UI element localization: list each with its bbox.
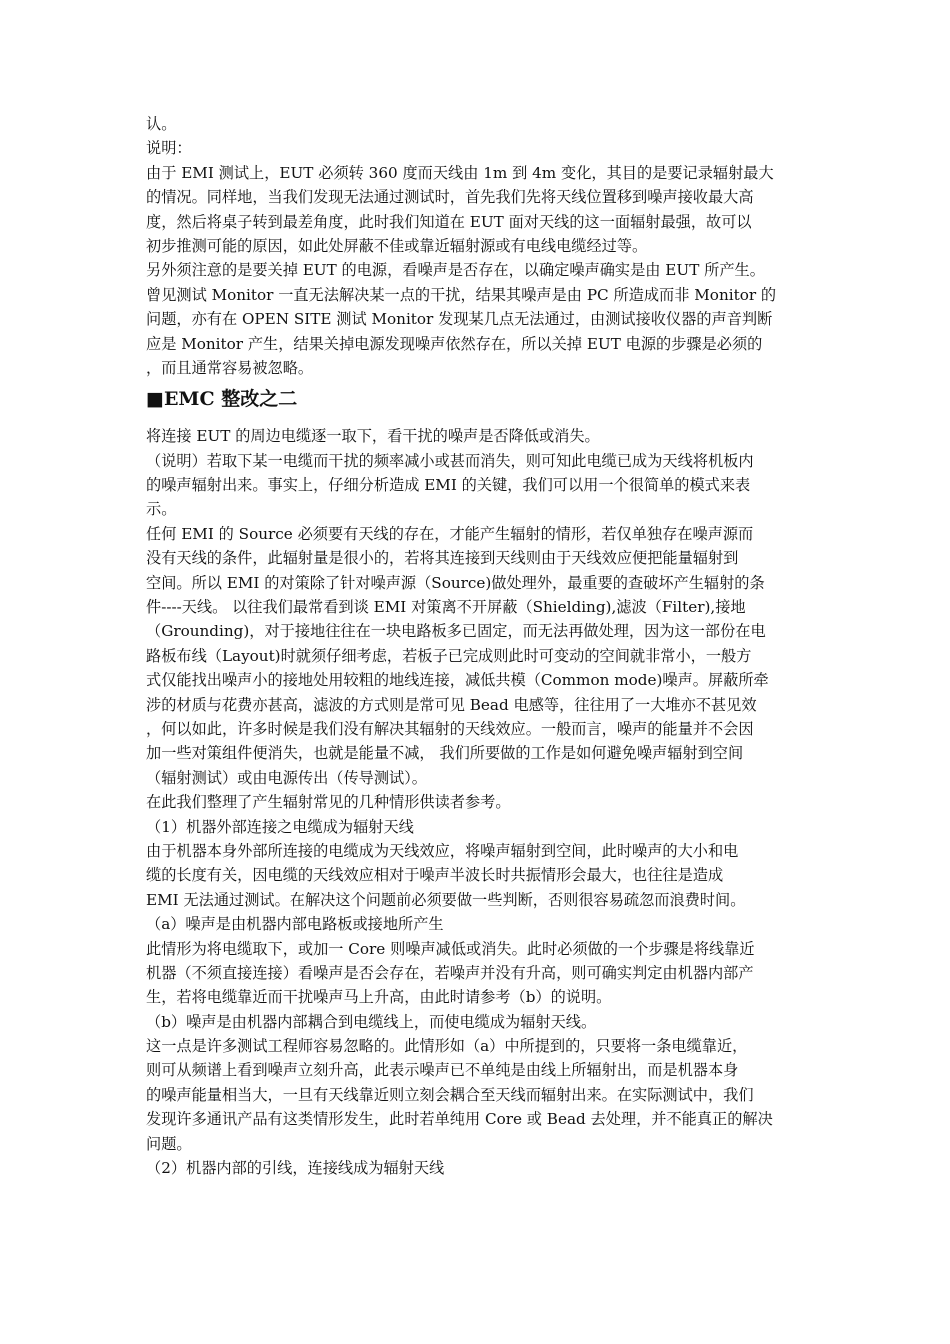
section-heading: ■EMC 整改之二 xyxy=(146,388,298,411)
text-line: 问题。 xyxy=(146,1134,192,1153)
text-line: 没有天线的条件，此辐射量是很小的，若将其连接到天线则由于天线效应便把能量辐射到 xyxy=(146,549,739,568)
text-line: 说明： xyxy=(146,139,192,158)
text-line: 加一些对策组件便消失，也就是能量不减， 我们所要做的工作是如何避免噪声辐射到空间 xyxy=(146,744,744,763)
text-line: 由于 EMI 测试上，EUT 必须转 360 度而天线由 1m 到 4m 变化，其目的是要记录辐射最大 xyxy=(146,163,774,182)
text-line: 将连接 EUT 的周边电缆逐一取下，看干扰的噪声是否降低或消失。 xyxy=(146,427,600,446)
text-line: 涉的材质与花费亦甚高，滤波的方式则是常可见 Bead 电感等，往往用了一大堆亦不甚见效 xyxy=(146,695,757,714)
text-line: EMI 无法通过测试。在解决这个问题前必须要做一些判断，否则很容易疏忽而浪费时间。 xyxy=(146,890,746,909)
text-line: 件----天线。 以往我们最常看到谈 EMI 对策离不开屏蔽（Shielding),滤波（Filter),接地 xyxy=(146,598,746,617)
text-line: 的噪声辐射出来。事实上，仔细分析造成 EMI 的关键，我们可以用一个很简单的模式来表 xyxy=(146,476,751,495)
text-line: 示。 xyxy=(146,500,177,519)
text-line: 曾见测试 Monitor 一直无法解决某一点的干扰，结果其噪声是由 PC 所造成而非 Monitor 的 xyxy=(146,285,777,304)
text-line: （1）机器外部连接之电缆成为辐射天线 xyxy=(146,817,414,836)
section-bottom-text xyxy=(146,424,808,1180)
text-line: 另外须注意的是要关掉 EUT 的电源，看噪声是否存在，以确定噪声确实是由 EUT 所产生。 xyxy=(146,261,765,280)
text-line: （2）机器内部的引线，连接线成为辐射天线 xyxy=(146,1159,445,1178)
text-line: （辐射测试）或由电源传出（传导测试）。 xyxy=(146,768,427,787)
text-line: 这一点是许多测试工程师容易忽略的。此情形如（a）中所提到的，只要将一条电缆靠近， xyxy=(146,1037,748,1056)
text-line: 发现许多通讯产品有这类情形发生，此时若单纯用 Core 或 Bead 去处理，并不能真正的解决 xyxy=(146,1110,773,1129)
text-line: ，何以如此，许多时候是我们没有解决其辐射的天线效应。一般而言，噪声的能量并不会因 xyxy=(146,719,754,738)
text-line: ，而且通常容易被忽略。 xyxy=(146,358,314,377)
text-line: 问题，亦有在 OPEN SITE 测试 Monitor 发现某几点无法通过，由测试接收仪器的声音判断 xyxy=(146,310,773,329)
text-line: 在此我们整理了产生辐射常见的几种情形供读者参考。 xyxy=(146,793,511,812)
text-line: （a）噪声是由机器内部电路板或接地所产生 xyxy=(146,915,444,934)
document-page xyxy=(146,112,808,1180)
text-line: 缆的长度有关，因电缆的天线效应相对于噪声半波长时共振情形会最大，也往往是造成 xyxy=(146,866,724,885)
text-line: 任何 EMI 的 Source 必须要有天线的存在，才能产生辐射的情形，若仅单独存在噪声源而 xyxy=(146,524,754,543)
text-line: 此情形为将电缆取下，或加一 Core 则噪声减低或消失。此时必须做的一个步骤是将线靠近 xyxy=(146,939,755,958)
text-line: 则可从频谱上看到噪声立刻升高，此表示噪声已不单纯是由线上所辐射出，而是机器本身 xyxy=(146,1061,739,1080)
text-line: 的噪声能量相当大，一旦有天线靠近则立刻会耦合至天线而辐射出来。在实际测试中，我们 xyxy=(146,1085,754,1104)
text-line: （b）噪声是由机器内部耦合到电缆线上，而使电缆成为辐射天线。 xyxy=(146,1012,597,1031)
text-line: 度，然后将桌子转到最差角度，此时我们知道在 EUT 面对天线的这一面辐射最强，故可以 xyxy=(146,212,752,231)
text-line: 应是 Monitor 产生，结果关掉电源发现噪声依然存在，所以关掉 EUT 电源的步骤是必须的 xyxy=(146,334,763,353)
text-line: 式仅能找出噪声小的接地处用较粗的地线连接，减低共模（Common mode)噪声。屏蔽所牵 xyxy=(146,671,769,690)
text-line: （Grounding)，对于接地往往在一块电路板多已固定，而无法再做处理，因为这一部份在电 xyxy=(146,622,766,641)
section-top-text xyxy=(146,112,808,380)
text-line: 路板布线（Layout)时就须仔细考虑，若板子已完成则此时可变动的空间就非常小，一般方 xyxy=(146,646,752,665)
text-line: 机器（不须直接连接）看噪声是否会存在，若噪声并没有升高，则可确实判定由机器内部产 xyxy=(146,963,754,982)
text-line: 的情况。同样地，当我们发现无法通过测试时，首先我们先将天线位置移到噪声接收最大高 xyxy=(146,188,754,207)
text-line: 生，若将电缆靠近而干扰噪声马上升高，由此时请参考（b）的说明。 xyxy=(146,988,612,1007)
text-line: （说明）若取下某一电缆而干扰的频率减小或甚而消失，则可知此电缆已成为天线将机板内 xyxy=(146,451,754,470)
text-line: 空间。所以 EMI 的对策除了针对噪声源（Source)做处理外，最重要的查破坏产生辐射的条 xyxy=(146,573,765,592)
text-line: 认。 xyxy=(146,115,177,133)
text-line: 初步推测可能的原因，如此处屏蔽不佳或靠近辐射源或有电线电缆经过等。 xyxy=(146,236,648,255)
text-line: 由于机器本身外部所连接的电缆成为天线效应，将噪声辐射到空间，此时噪声的大小和电 xyxy=(146,841,739,860)
